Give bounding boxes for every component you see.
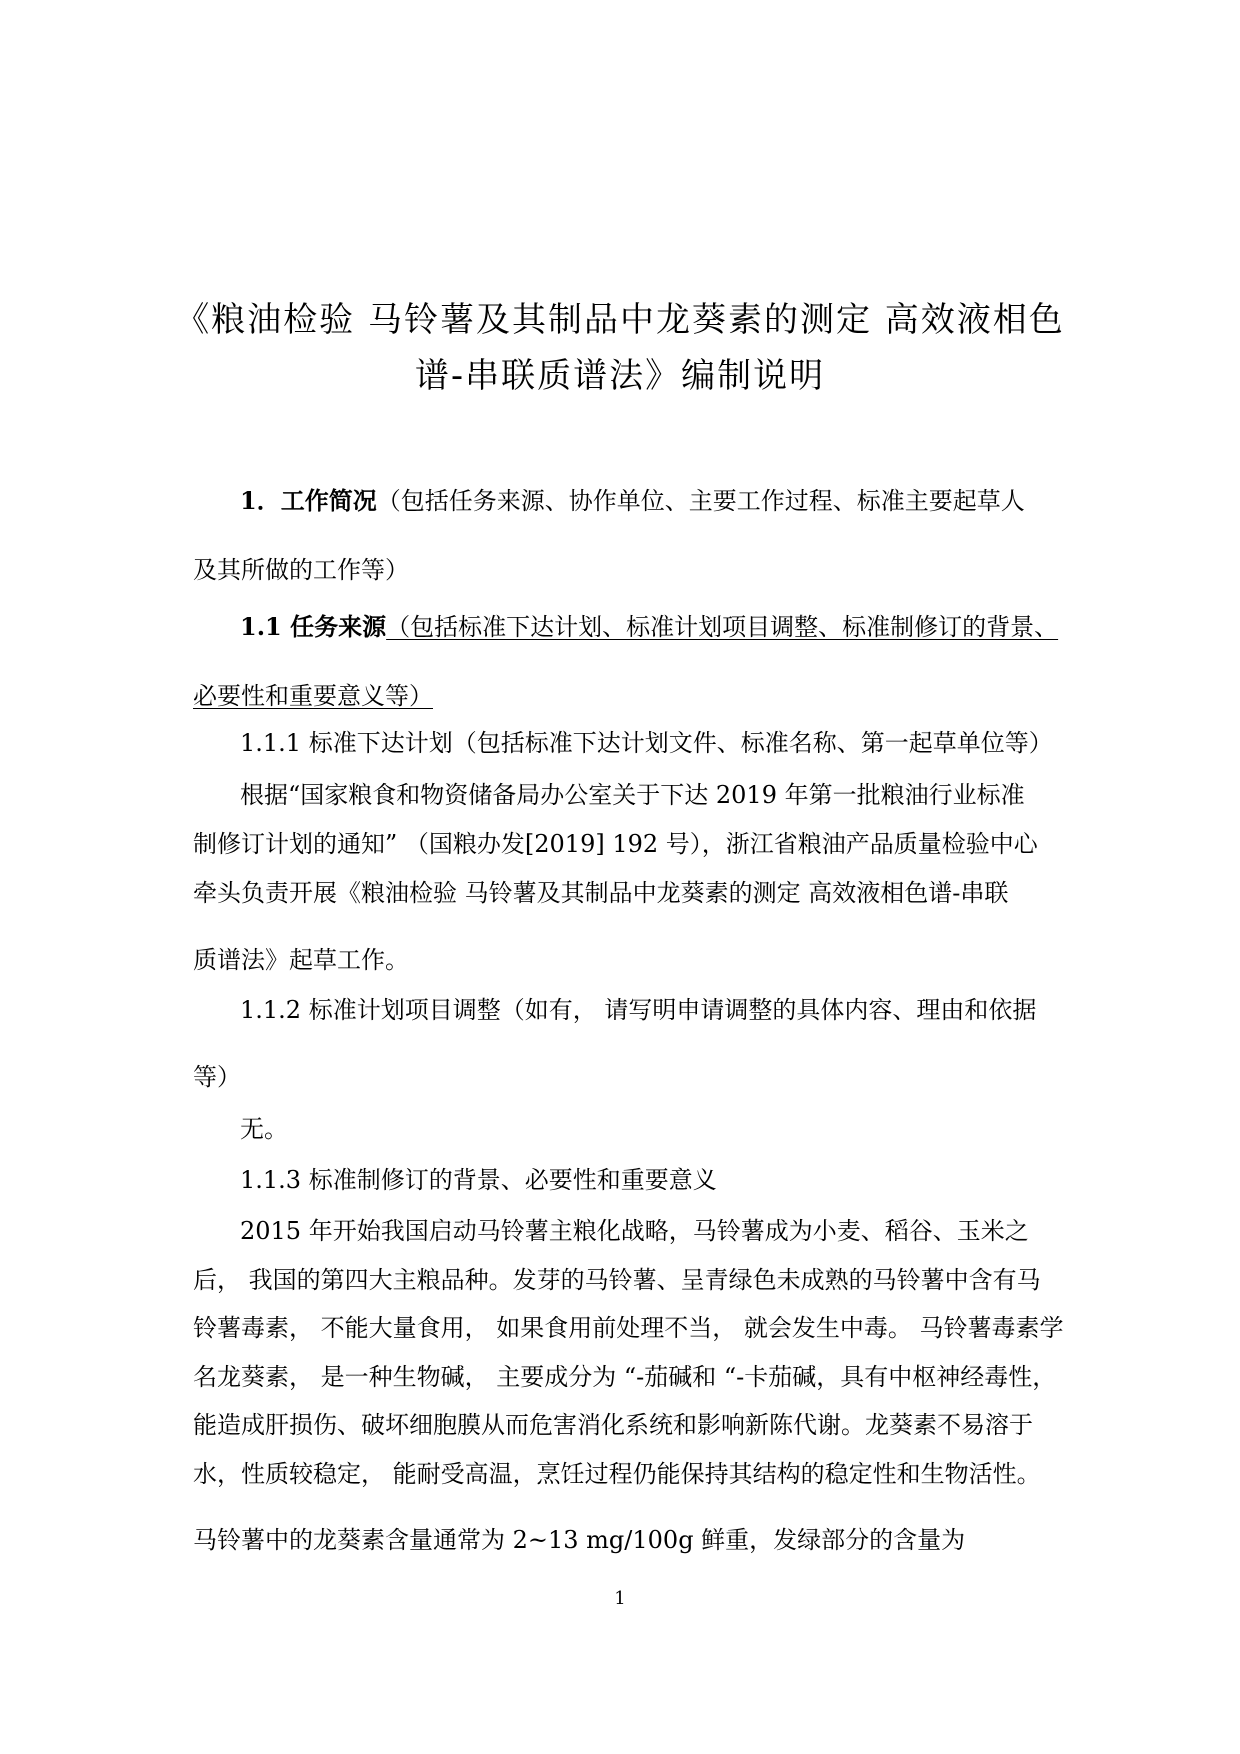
section-1-1-1-paragraph-line: 制修订计划的通知” （国粮办发[2019] 192 号），浙江省粮油产品质量检验中心 — [193, 830, 1038, 858]
section-1-description-continued: 及其所做的工作等） — [193, 556, 409, 584]
page-number: 1 — [614, 1588, 626, 1609]
section-1-1-description: （包括标准下达计划、标准计划项目调整、标准制修订的背景、 — [386, 613, 1059, 641]
section-1-1-1-paragraph-line: 质谱法》起草工作。 — [193, 946, 409, 974]
section-1-1-2-heading-continued: 等） — [193, 1063, 241, 1091]
section-1-description: （包括任务来源、协作单位、主要工作过程、标准主要起草人 — [376, 487, 1025, 515]
document-title-line-2: 谱-串联质谱法》编制说明 — [414, 356, 826, 396]
section-1-1-3-heading: 1.1.3 标准制修订的背景、必要性和重要意义 — [240, 1166, 717, 1194]
section-1-1-1-paragraph-line: 牵头负责开展《粮油检验 马铃薯及其制品中龙葵素的测定 高效液相色谱-串联 — [193, 879, 1009, 907]
section-1-1-heading — [240, 612, 1058, 642]
section-1-1-3-paragraph-line: 后， 我国的第四大主粮品种。发芽的马铃薯、呈青绿色未成熟的马铃薯中含有马 — [193, 1266, 1041, 1294]
section-1-1-1-paragraph-line: 根据“国家粮食和物资储备局办公室关于下达 2019 年第一批粮油行业标准 — [240, 781, 1025, 809]
section-1-1-label: 1.1 任务来源 — [240, 612, 387, 641]
section-1-label: 工作简况 — [280, 486, 377, 515]
section-1-1-3-paragraph-line: 马铃薯中的龙葵素含量通常为 2~13 mg/100g 鲜重，发绿部分的含量为 — [193, 1526, 966, 1554]
section-1-1-3-paragraph-line: 名龙葵素， 是一种生物碱， 主要成分为 “-茄碱和 “-卡茄碱，具有中枢神经毒性， — [193, 1363, 1057, 1391]
section-1-1-3-paragraph-line: 铃薯毒素， 不能大量食用， 如果食用前处理不当， 就会发生中毒。 马铃薯毒素学 — [193, 1314, 1064, 1342]
section-1-1-3-paragraph-line: 能造成肝损伤、破坏细胞膜从而危害消化系统和影响新陈代谢。龙葵素不易溶于 — [193, 1411, 1033, 1439]
section-1-1-2-heading: 1.1.2 标准计划项目调整（如有， 请写明申请调整的具体内容、理由和依据 — [240, 996, 1037, 1024]
document-title-line-1: 《粮油检验 马铃薯及其制品中龙葵素的测定 高效液相色 — [175, 300, 1065, 340]
section-1-1-description-continued — [193, 681, 433, 711]
section-1-1-3-paragraph-line: 水，性质较稳定， 能耐受高温，烹饪过程仍能保持其结构的稳定性和生物活性。 — [193, 1460, 1041, 1488]
section-1-1-description-tail: 必要性和重要意义等） — [193, 682, 433, 710]
section-1-number: 1． — [240, 486, 281, 515]
section-1-heading — [240, 486, 1025, 516]
section-1-1-3-paragraph-line: 2015 年开始我国启动马铃薯主粮化战略，马铃薯成为小麦、稻谷、玉米之 — [240, 1217, 1029, 1245]
section-1-1-2-paragraph: 无。 — [240, 1115, 288, 1143]
section-1-1-1-heading: 1.1.1 标准下达计划（包括标准下达计划文件、标准名称、第一起草单位等） — [240, 729, 1053, 757]
